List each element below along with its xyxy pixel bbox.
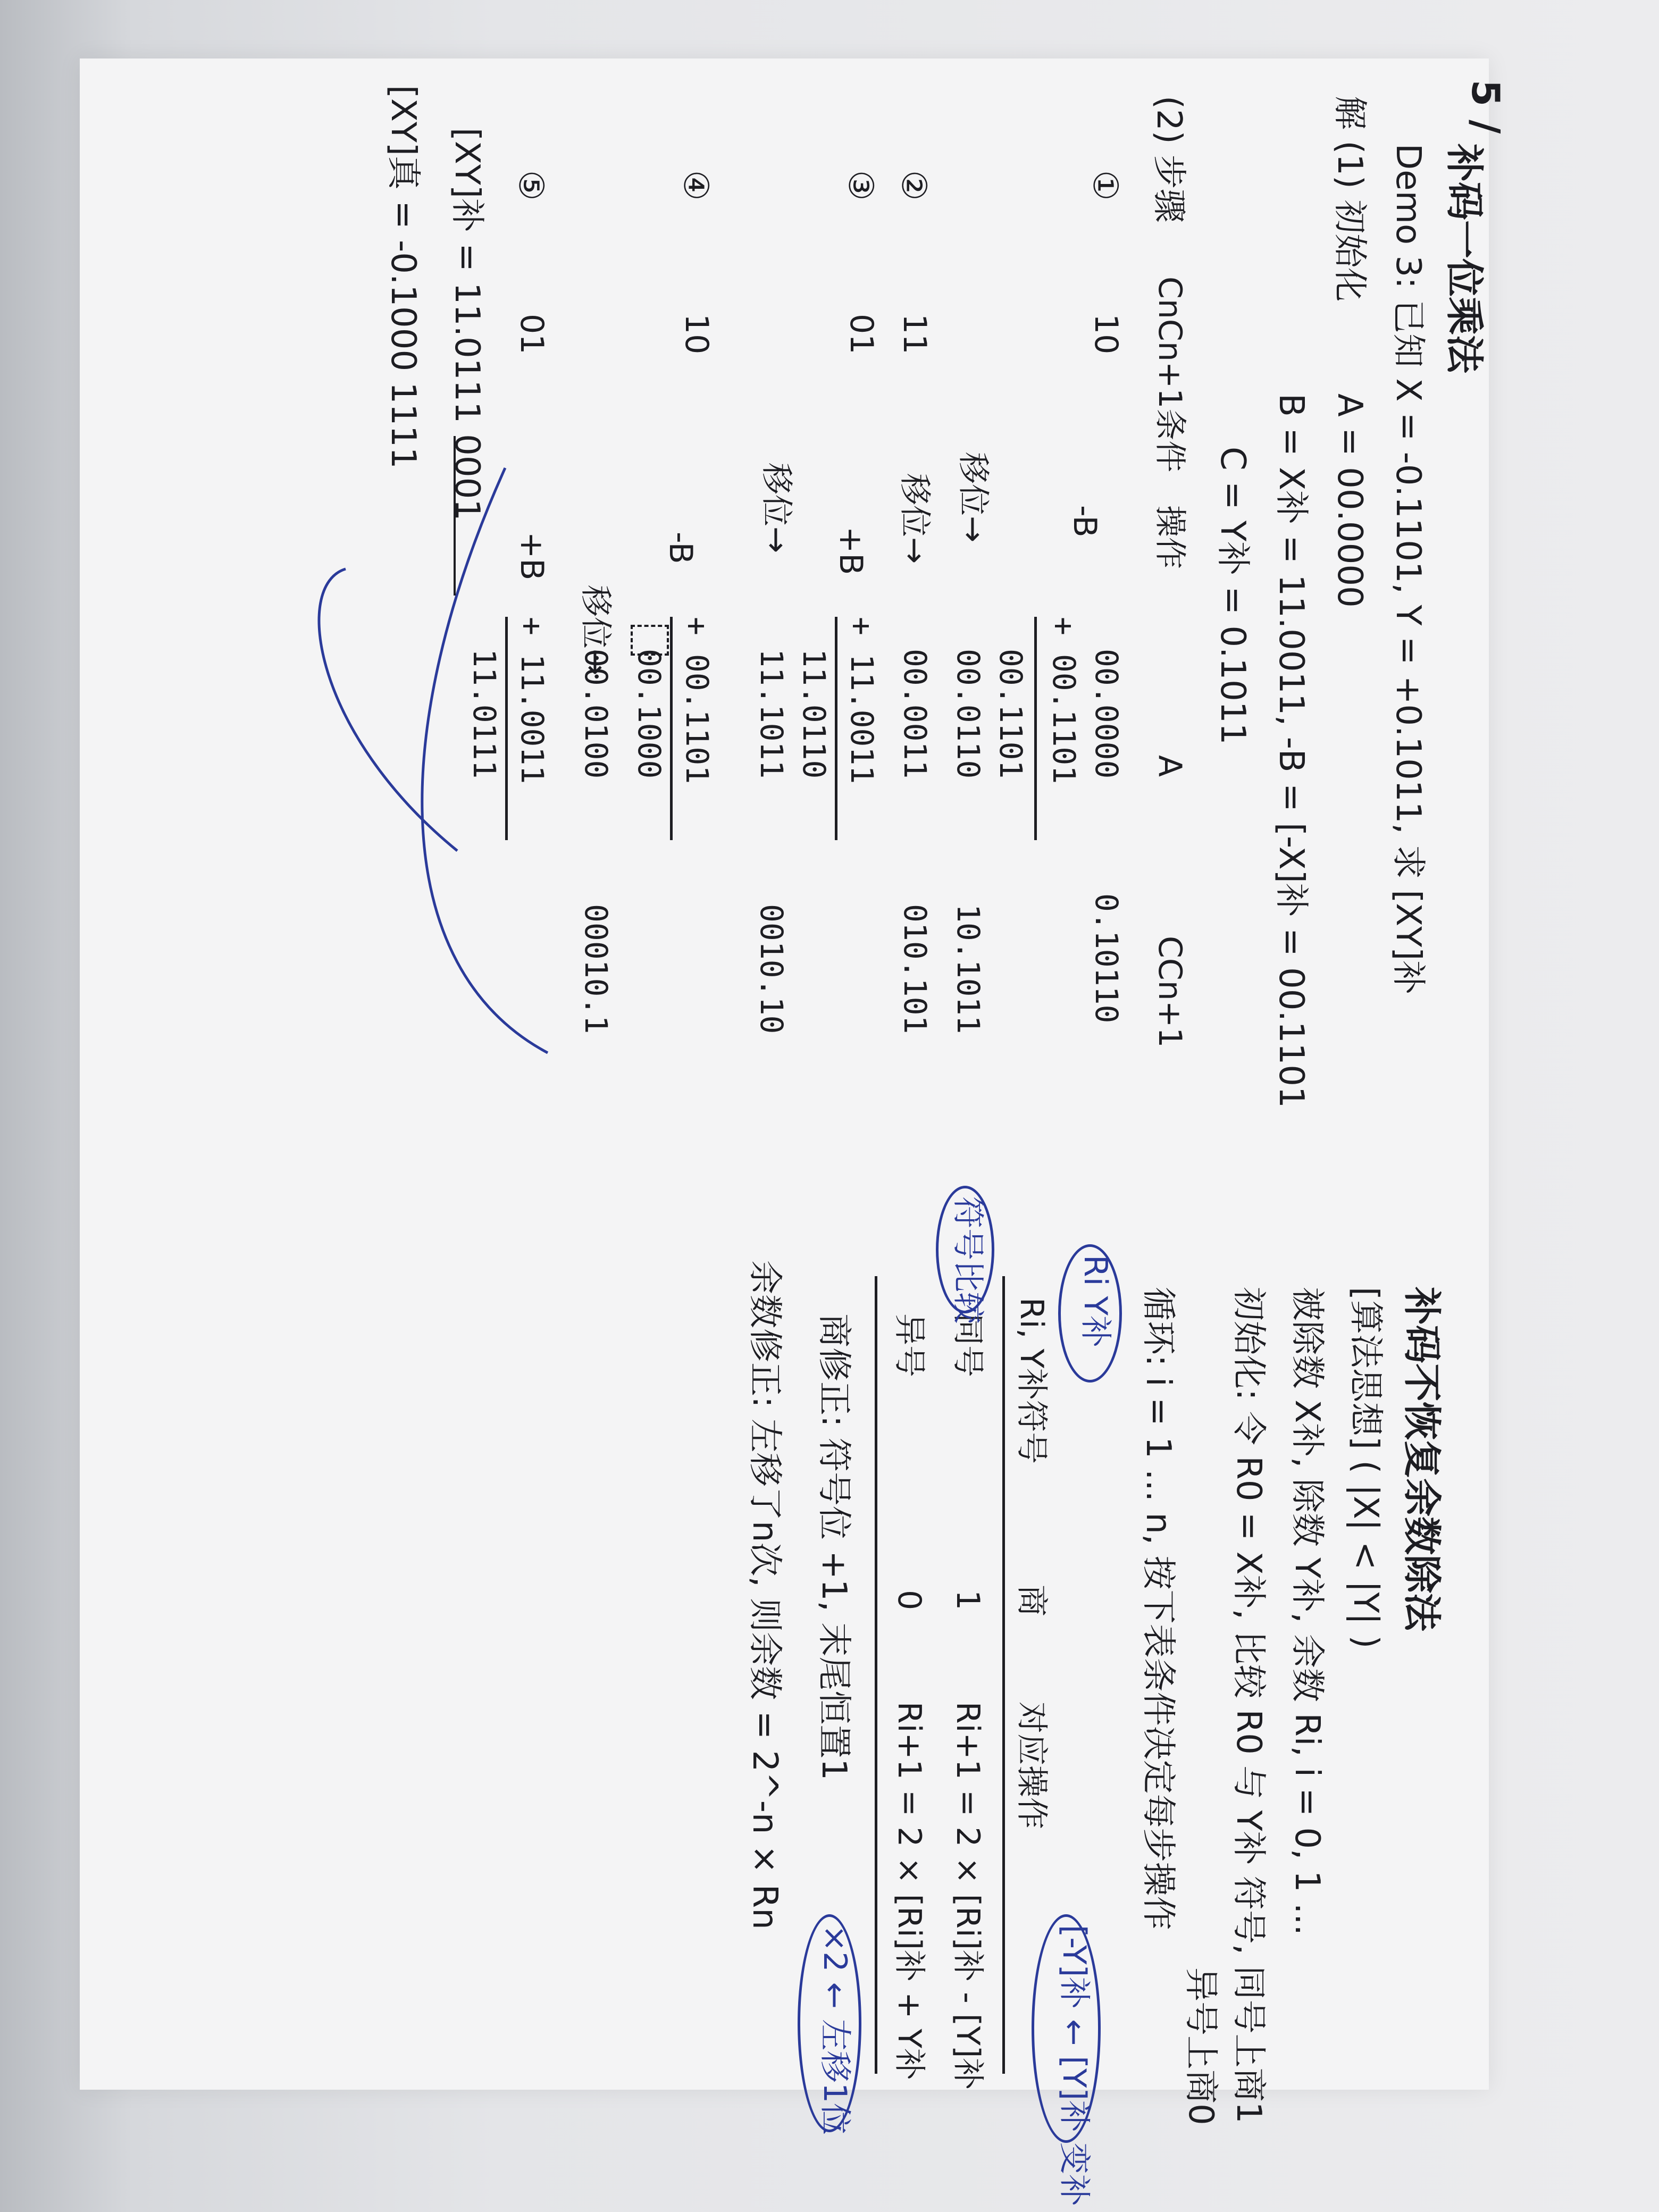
init-label: 解 (1) 初始化 [1330, 96, 1369, 302]
table-row1-op: Ri+1 = 2 × [Ri]补 - [Y]补 [949, 1702, 986, 2090]
table-row2-op: Ri+1 = 2 × [Ri]补 + Y补 [891, 1702, 928, 2081]
annot-ry-circle [1058, 1244, 1122, 1382]
row1-a3: 00.1101 [993, 649, 1029, 779]
row1-a2: + 00.1101 [1046, 617, 1082, 784]
row4-shift: 移位→ [577, 585, 614, 676]
arrow-c-to-result [422, 468, 548, 1053]
result-comp: [XY]补 = 11.0111 0001 [447, 128, 487, 521]
right-line3: 循环: i = 1 ... n, 按下表条件决定每步操作 [1138, 1287, 1178, 1930]
row1-c: 0.10110 [1088, 893, 1125, 1024]
table-header-quotient: 商 [1013, 1585, 1050, 1616]
right-line2b: 异号上商0 [1181, 1967, 1220, 2125]
row3-num: ③ [841, 170, 880, 201]
row1-op: -B [1066, 505, 1103, 538]
row4-a2: 00.1000 [631, 649, 667, 779]
row3-a2: 11.0110 [796, 649, 832, 779]
steps-label: (2) 步骤 [1149, 96, 1188, 223]
row1-num: ① [1085, 170, 1125, 201]
row4-num: ④ [676, 170, 715, 201]
annot-compare: 符号比较 [949, 1196, 986, 1324]
row4-cond: 10 [678, 314, 715, 355]
row3-shift: 移位→ [758, 463, 795, 554]
row5-cond: 01 [513, 314, 550, 355]
row1-cond: 10 [1087, 314, 1125, 355]
result-true: [XY]真 = -0.1000 1111 [383, 85, 423, 469]
row1-a4: 00.0110 [950, 649, 986, 779]
annot-shift: ×2 ← 左移1位 [816, 1925, 853, 2135]
arrow-a-to-result [319, 569, 457, 851]
table-header-rule [1002, 1276, 1005, 2074]
annot-ry: Ri Y补 [1077, 1255, 1114, 1348]
row5-a2: 11.0111 [466, 649, 502, 779]
table-row1-sign: 同号 [949, 1313, 986, 1377]
table-row2-sign: 异号 [891, 1313, 928, 1377]
row1-shift: 移位→ [954, 452, 992, 543]
table-header-op: 对应操作 [1013, 1702, 1050, 1829]
row4-a1: + 00.1101 [679, 617, 715, 784]
col-c: CCn+1 [1151, 936, 1188, 1048]
right-line4: 商修正: 符号位 +1, 末尾恒置1 [814, 1313, 853, 1780]
init-b: B = X补 = 11.0011, -B = [-X]补 = 00.1101 [1271, 393, 1311, 1108]
right-title: 补码不恢复余数除法 [1400, 1287, 1444, 1632]
row1-c2: 10.1011 [950, 904, 986, 1034]
handwritten-notes [69, 64, 1515, 2206]
row4-c: 00010.1 [578, 904, 614, 1034]
row4-a3: 00.0100 [578, 649, 614, 779]
init-c: C = Y补 = 0.1011 [1213, 447, 1252, 745]
row5-a1: + 11.0011 [514, 617, 550, 784]
right-line5: 余数修正: 左移了n次, 则余数 = 2^-n × Rn [745, 1260, 784, 1930]
row5-op: +B [513, 532, 550, 581]
row2-cond: 11 [896, 314, 933, 355]
right-idea: [算法思想] ( |X| < |Y| ) [1346, 1287, 1385, 1649]
row3-op: +B [832, 526, 869, 575]
row2-num: ② [894, 170, 933, 201]
demo-line: Demo 3: 已知 X = -0.1101, Y = +0.1011, 求 [XY]补 [1388, 144, 1428, 995]
annot-compare-circle [936, 1186, 994, 1313]
col-cond: CnCn+1条件 [1151, 276, 1188, 473]
col-a: A [1151, 755, 1188, 777]
row4-op: -B [662, 532, 699, 564]
heading-number: 5 / [1463, 80, 1508, 134]
section-title: 补码一位乘法 [1442, 144, 1487, 374]
row2-c: 010.101 [897, 904, 933, 1034]
table-row2-q: 0 [891, 1590, 928, 1611]
right-line1: 被除数 X补, 除数 Y补, 余数 Ri, i = 0, 1 ... [1287, 1287, 1327, 1936]
row3-cond: 01 [843, 314, 880, 355]
row3-c: 0010.10 [753, 904, 790, 1034]
col-op: 操作 [1151, 505, 1188, 569]
row5-num: ⑤ [511, 170, 550, 201]
row2-op: 移位→ [896, 473, 933, 564]
annot-shift-circle [798, 1914, 861, 2132]
table-header-sign: Ri, Y补符号 [1013, 1297, 1050, 1464]
annot-neg: [-Y]补 ← [Y]补 变补 [1055, 1925, 1093, 2206]
init-a: A = 00.0000 [1330, 393, 1369, 608]
annot-neg-circle [1032, 1914, 1101, 2143]
right-line2: 初始化: 令 R0 = X补, 比较 R0 与 Y补 符号, 同号上商1 [1229, 1287, 1268, 2124]
table-row1-q: 1 [949, 1590, 986, 1611]
row3-a1: + 11.0011 [844, 617, 880, 784]
row1-a1: 00.0000 [1088, 649, 1125, 779]
row2-a1: 00.0011 [897, 649, 933, 779]
table-bottom-rule [875, 1276, 877, 2074]
row3-a3: 11.1011 [753, 649, 790, 779]
